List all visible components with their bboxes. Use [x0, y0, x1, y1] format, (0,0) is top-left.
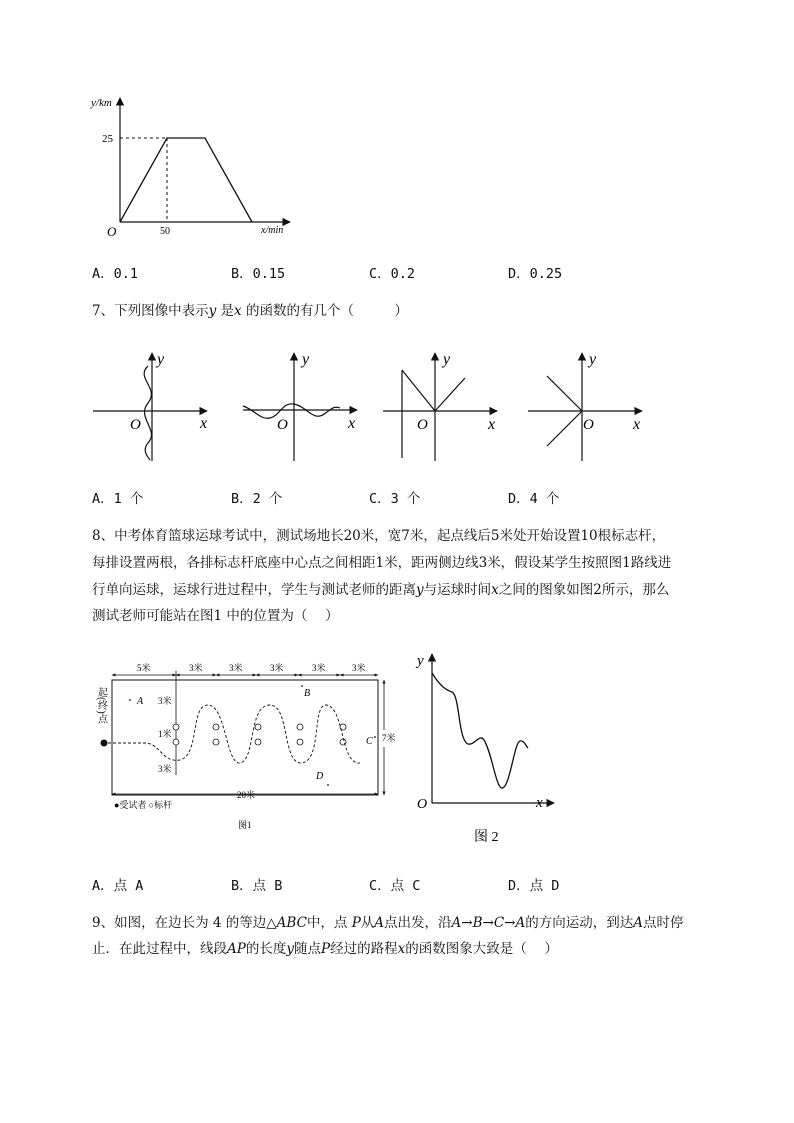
q8-stem-line-2: 每排设置两根，各排标志杆底座中心点之间相距1米，距两侧边线3米，假设某学生按照图1路线进: [92, 555, 672, 571]
svg-text:O: O: [130, 417, 141, 433]
q8-l3-pre: 行单向运球，运球行进过程中，学生与测试老师的距离: [92, 582, 416, 598]
q9-l1-mid: 中，点: [306, 915, 352, 931]
q8-l3-x: x: [491, 582, 499, 598]
q8-poles: [173, 724, 346, 745]
q9-stem-line-1: [92, 910, 683, 937]
svg-text:y: y: [443, 351, 451, 368]
q8-point-c: C: [366, 736, 373, 747]
q8-fig2-caption: 图 2: [474, 830, 499, 845]
q8-side-1m: 1米: [158, 729, 172, 739]
q9-stem-line-2: [92, 936, 558, 963]
q7-stem-post: 的函数的有几个（ ）: [241, 303, 408, 319]
svg-text:x: x: [348, 415, 356, 432]
q7-stem-mid: 是: [216, 303, 235, 319]
q8-figure-2-graph: [412, 648, 562, 848]
q9-l2-ap: AP: [227, 941, 246, 957]
q9-l2-p: P: [320, 941, 331, 957]
q7-option-c[interactable]: C．3 个: [369, 491, 421, 507]
q8-dim-3m-2: 3米: [229, 663, 243, 673]
q9-l1-path: A→B→C→A: [451, 915, 526, 931]
svg-text:x: x: [488, 416, 496, 433]
q7-graph-3-v-shape: [402, 370, 465, 411]
q7-graph-2: [240, 348, 365, 463]
q9-l1-end: 的方向运动，到达: [525, 915, 634, 931]
q8-dim-3m-1: 3米: [189, 663, 203, 673]
q9-l1-mid2: 从: [360, 915, 375, 931]
q9-l1-a: A: [374, 915, 385, 931]
q8-point-a: A: [137, 696, 144, 707]
q8-dim-5m: 5米: [137, 663, 151, 673]
q8-option-b[interactable]: B．点 B: [231, 878, 283, 894]
q8-dim-3m-4: 3米: [312, 663, 326, 673]
svg-text:x: x: [200, 415, 208, 432]
q9-l2-mid: 的长度: [245, 941, 287, 957]
q7-stem-x: x: [234, 303, 242, 319]
q8-side-3m-top: 3米: [158, 696, 172, 706]
q8-option-a[interactable]: A．点 A: [92, 878, 144, 894]
q6-y-tick: 25: [102, 133, 113, 145]
q8-fig2-curve: [432, 673, 528, 788]
q7-graph-2-curve: [243, 404, 340, 418]
q6-trapezoid-line: [120, 138, 252, 222]
q8-l3-y: y: [416, 582, 424, 598]
svg-text:y: y: [302, 351, 310, 368]
q8-figure-1-court: [90, 655, 410, 835]
q9-l1-a2: A: [633, 915, 643, 931]
q7-option-a[interactable]: A．1 个: [92, 491, 144, 507]
q9-l2-mid2: 随点: [293, 941, 321, 957]
q9-l2-pre: 止．在此过程中，线段: [92, 941, 227, 957]
q8-court-boundary: [112, 680, 378, 795]
svg-text:O: O: [583, 417, 594, 433]
svg-text:O: O: [417, 417, 428, 433]
q8-legend: ●受试者 ○标杆: [114, 800, 173, 810]
svg-text:x: x: [536, 795, 543, 811]
q7-question-stem: [92, 298, 408, 325]
q7-graph-3: [380, 348, 505, 463]
q7-option-b[interactable]: B．2 个: [231, 491, 283, 507]
q9-l1-end2: 点时停: [642, 915, 684, 931]
q8-fig1-caption: 图1: [238, 820, 252, 830]
q9-l2-mid3: 经过的路程: [330, 941, 398, 957]
q9-l1-pre: 9、如图，在边长为 4 的等边△: [92, 915, 277, 931]
q8-route-dashed: [108, 705, 360, 763]
q8-stem-line-4: 测试老师可能站在图1 中的位置为（ ）: [92, 608, 339, 624]
q8-stem-line-3: [92, 577, 669, 604]
svg-text:y: y: [417, 653, 424, 669]
svg-text:y: y: [157, 351, 165, 368]
q9-l2-y: y: [286, 941, 294, 957]
q8-length-20m: 20米: [237, 790, 256, 800]
q6-option-b[interactable]: B．0.15: [231, 266, 286, 282]
svg-text:O: O: [277, 417, 288, 433]
q8-l3-mid: 与运球时间: [423, 582, 492, 598]
q7-option-d[interactable]: D．4 个: [508, 491, 560, 507]
q9-l1-p: P: [351, 915, 361, 931]
q8-option-c[interactable]: C．点 C: [369, 878, 421, 894]
q6-option-d[interactable]: D．0.25: [508, 266, 563, 282]
q8-side-3m-bottom: 3米: [158, 764, 172, 774]
q8-l3-post: 之间的图象如图2所示，那么: [498, 582, 670, 598]
q7-graph-1-curve: [144, 366, 151, 460]
q8-stem-line-1: 8、中考体育篮球运球考试中，测试场地长20米，宽7米，起点线后5米处开始设置10根标志杆，: [92, 528, 666, 544]
q8-option-d[interactable]: D．点 D: [508, 878, 560, 894]
q7-graph-1: [90, 348, 215, 463]
q9-l2-x: x: [397, 941, 406, 957]
q8-dim-3m-3: 3米: [270, 663, 284, 673]
svg-text:x: x: [633, 416, 641, 433]
q7-stem-y: y: [208, 303, 217, 319]
svg-text:y: y: [589, 351, 597, 368]
q6-option-c[interactable]: C．0.2: [369, 266, 416, 282]
q7-graph-4: [525, 348, 650, 463]
q6-origin: O: [107, 224, 117, 239]
q9-l1-abc: ABC: [276, 915, 307, 931]
q6-x-label: x/min: [261, 225, 284, 236]
q8-point-d: D: [316, 771, 324, 782]
q6-distance-time-graph: [85, 92, 300, 242]
q8-point-b: B: [304, 688, 311, 699]
q9-l1-post: 点出发，沿: [384, 915, 452, 931]
q6-y-label: y/km: [91, 97, 112, 109]
q8-start-label: 起(终)点: [95, 687, 107, 724]
q8-student-marker: [101, 740, 108, 747]
q9-l2-post: 的函数图象大致是（ ）: [405, 941, 558, 957]
q6-option-a[interactable]: A．0.1: [92, 266, 139, 282]
q8-width-7m: 7米: [382, 733, 396, 743]
q8-dim-3m-5: 3米: [352, 663, 366, 673]
svg-text:O: O: [417, 797, 428, 812]
q6-x-tick: 50: [160, 226, 170, 237]
q7-stem-pre: 7、下列图像中表示: [92, 303, 209, 319]
